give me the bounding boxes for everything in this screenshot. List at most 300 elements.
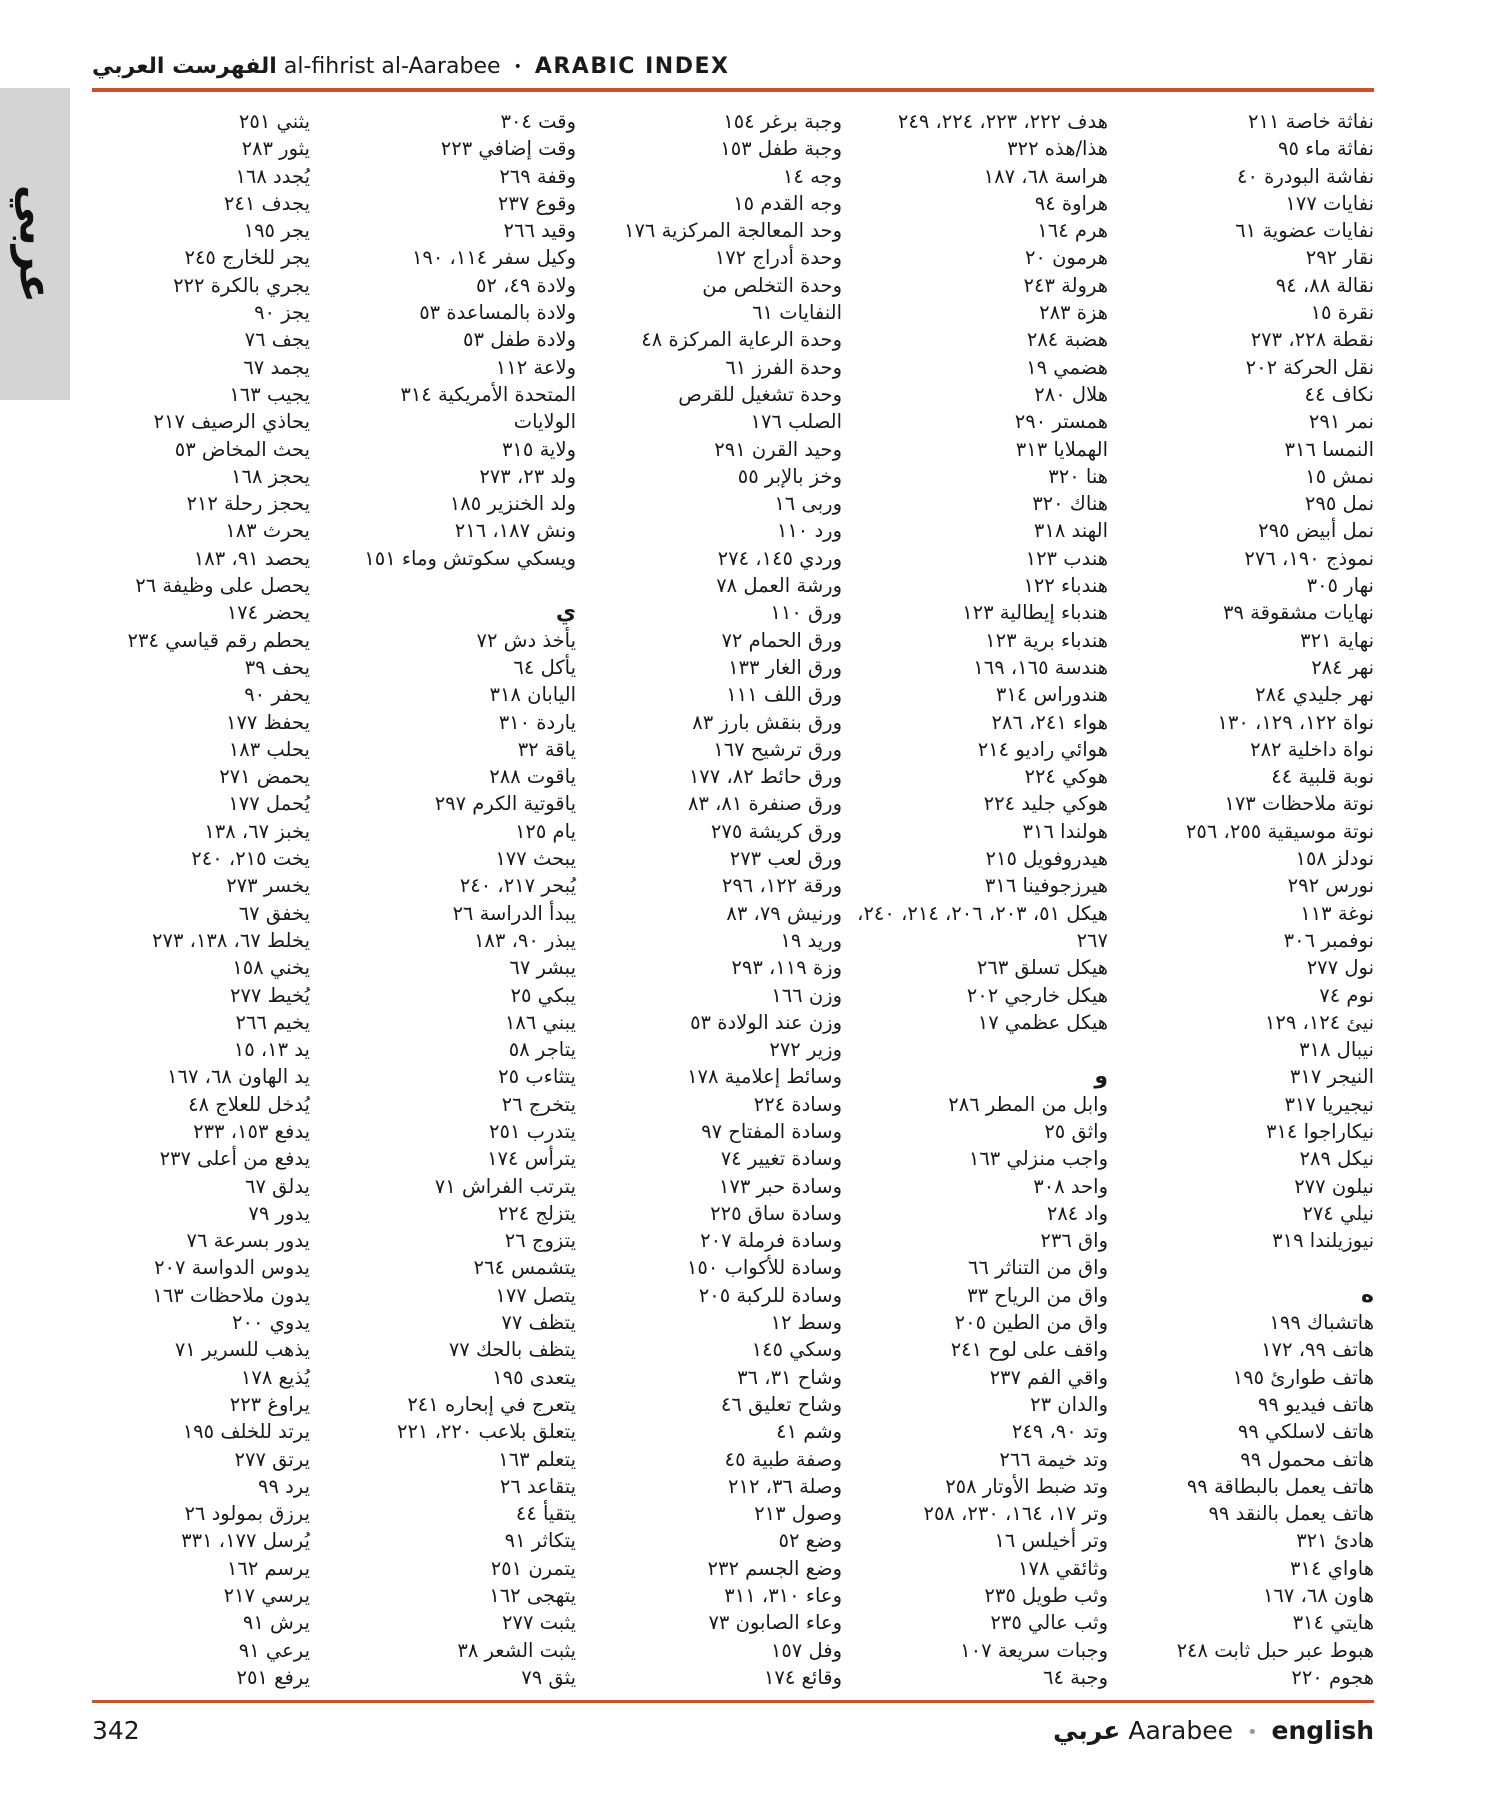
index-entry: وضع ٥٢ [778,1529,842,1553]
footer-language-label [1053,1716,1374,1745]
index-entry: وقفة ٢٦٩ [499,164,576,188]
section-spacer [863,1036,1108,1063]
section-spacer [1129,1254,1374,1281]
index-entry: يدون ملاحظات ١٦٣ [152,1283,310,1307]
index-entry: هضبة ٢٨٤ [1026,328,1108,352]
index-entry: وربى ١٦ [774,492,842,516]
index-entry: نفاثة خاصة ٢١١ [1248,110,1374,133]
side-tab-label: عربي [9,184,61,304]
index-entry: يتصل ١٧٧ [495,1283,576,1307]
index-entry: الصلب ١٧٦ [750,410,842,434]
index-entry: يخت ٢١٥، ٢٤٠ [191,847,310,871]
index-entry: نيلي ٢٧٤ [1302,1201,1374,1225]
header-arabic-title: الفهرست العربي [92,54,277,79]
index-entry: يتزلج ٢٢٤ [497,1201,576,1225]
index-entry: يثق ٧٩ [521,1665,576,1689]
index-entry: يتعلم ١٦٣ [498,1447,576,1471]
index-entry: وحدة تشغيل للقرص [678,382,842,406]
index-entry: وقت ٣٠٤ [500,110,576,133]
index-entry: وجبات سريعة ١٠٧ [960,1638,1108,1662]
index-entry: واق من الطين ٢٠٥ [954,1311,1108,1335]
index-entry: يحمض ٢٧١ [219,765,310,789]
index-entry: وضع الجسم ٢٣٢ [707,1556,842,1580]
index-entry: وكيل سفر ١١٤، ١٩٠ [411,246,576,270]
index-entry: وجه القدم ١٥ [733,191,842,215]
index-entry: يتشمس ٢٦٤ [473,1256,576,1280]
page-header [92,54,1374,84]
index-entry: هاتشباك ١٩٩ [1269,1311,1374,1335]
index-entry: يدور بسرعة ٧٦ [186,1229,310,1253]
index-entry: وجبة ٦٤ [1043,1665,1108,1689]
index-entry: نقالة ٨٨، ٩٤ [1275,273,1374,297]
index-entry: يدلق ٦٧ [244,1174,310,1198]
index-entry: هلال ٢٨٠ [1034,382,1108,406]
index-entry: يدفع من أعلى ٢٣٧ [159,1147,310,1171]
index-entry: هاتف لاسلكي ٩٩ [1237,1420,1374,1444]
index-entry: وقيد ٢٦٦ [503,219,576,243]
index-entry: وسائط إعلامية ١٧٨ [687,1065,842,1089]
index-entry: وسادة ساق ٢٢٥ [710,1201,842,1225]
index-entry: يبذر ٩٠، ١٨٣ [473,928,576,952]
index-entry: يحفظ ١٧٧ [225,710,310,734]
index-entry: النمسا ٣١٦ [1284,437,1374,461]
index-entry: هدف ٢٢٢، ٢٢٣، ٢٢٤، ٢٤٩ [897,110,1108,133]
index-entry: ورنيش ٧٩، ٨٣ [726,901,842,925]
index-entry: هندسة ١٦٥، ١٦٩ [973,655,1108,679]
index-entry: وسادة فرملة ٢٠٧ [700,1229,842,1253]
index-entry: يخني ١٥٨ [232,956,310,980]
index-entry: وزير ٢٧٢ [769,1038,842,1062]
index-column-3 [597,108,842,1691]
index-entry: هوكي جليد ٢٢٤ [983,792,1108,816]
index-entry: يأخذ دش ٧٢ [476,628,576,652]
index-entry: يرعي ٩١ [238,1638,310,1662]
index-entry: ياقوت ٢٨٨ [489,765,576,789]
index-entry: نمل ٢٩٥ [1304,492,1374,516]
index-entry: وشاح تعليق ٤٦ [720,1392,842,1416]
index-entry: يتعدى ١٩٥ [492,1365,576,1389]
index-entry: نواة داخلية ٢٨٢ [1250,737,1374,761]
index-entry: وقوع ٢٣٧ [497,191,576,215]
index-entry: ياقوتية الكرم ٢٩٧ [434,792,576,816]
index-entry: يبكي ٢٥ [510,983,576,1007]
index-entry: وتد ٩٠، ٢٤٩ [1011,1420,1108,1444]
index-entry: هادئ ٣٢١ [1296,1529,1374,1553]
index-entry: ورق الحمام ٧٢ [721,628,842,652]
index-entry: نمر ٢٩١ [1308,410,1374,434]
index-entry: يرش ٩١ [242,1611,310,1635]
footer-separator: • [1246,1721,1258,1743]
index-entry: يحلب ١٨٣ [228,737,310,761]
index-entry: يُرسل ١٧٧، ٣٣١ [181,1529,310,1553]
index-entry: وابل من المطر ٢٨٦ [948,1092,1108,1116]
index-entry: نهاية ٣٢١ [1300,628,1374,652]
page-number: 342 [92,1716,140,1745]
index-entry: نقل الحركة ٢٠٢ [1245,355,1374,379]
index-entry: نيلون ٢٧٧ [1294,1174,1374,1198]
index-entry: واثق ٢٥ [1044,1119,1108,1143]
index-entry: وصفة طبية ٤٥ [724,1447,842,1471]
index-entry: هزة ٢٨٣ [1039,301,1108,325]
index-entry: يجمد ٦٧ [243,355,310,379]
header-transliteration: al-fihrist al-Aarabee [283,54,501,79]
index-entry: نول ٢٧٧ [1306,956,1374,980]
index-entry: وزة ١١٩، ٢٩٣ [731,956,842,980]
footer-arabic: عربي [1053,1716,1121,1745]
index-entry: هاتف ٩٩، ١٧٢ [1261,1338,1374,1362]
index-entry: يتهجى ١٦٢ [489,1584,576,1608]
index-entry: نهار ٣٠٥ [1306,574,1374,598]
index-entry: نيئ ١٢٤، ١٢٩ [1264,1010,1374,1034]
index-entry: وسادة للأكواب ١٥٠ [686,1256,842,1280]
index-entry: يرتد للخلف ١٩٥ [182,1420,310,1444]
index-entry: يحصل على وظيفة ٢٦ [135,574,310,598]
index-entry: يجف ٧٦ [244,328,310,352]
index-entry: يرزق بمولود ٢٦ [184,1502,310,1526]
section-letter-heading: و [1094,1064,1108,1090]
index-entry: يام ١٢٥ [514,819,576,843]
index-entry: نوم ٧٤ [1319,983,1374,1007]
index-entry: نوفمبر ٣٠٦ [1283,928,1374,952]
index-entry: ولادة ٤٩، ٥٢ [475,273,576,297]
index-entry: نفايات ١٧٧ [1285,191,1374,215]
index-entry: يتزوج ٢٦ [504,1229,576,1253]
index-entry: يثبت ٢٧٧ [502,1611,576,1635]
index-column-1 [1129,108,1374,1691]
index-entry: يترتب الفراش ٧١ [434,1174,576,1198]
index-entry: الهند ٣١٨ [1033,519,1108,543]
index-entry: نيجيريا ٣١٧ [1284,1092,1374,1116]
index-entry: يحضر ١٧٤ [226,601,310,625]
index-entry: وثب عالي ٢٣٥ [990,1611,1108,1635]
index-entry: وسادة تغيير ٧٤ [720,1147,842,1171]
index-entry: الهملايا ٣١٣ [1015,437,1108,461]
index-entry: نيوزيلندا ٣١٩ [1272,1229,1374,1253]
header-rule [92,88,1374,92]
index-entry: واقف على لوح ٢٤١ [950,1338,1108,1362]
index-entry: يد الهاون ٦٨، ١٦٧ [167,1065,310,1089]
index-entry: يحف ٣٩ [244,655,310,679]
index-entry: وتر ١٧، ١٦٤، ٢٣٠، ٢٥٨ [923,1502,1108,1526]
index-entry: يحرث ١٨٣ [225,519,310,543]
index-entry: يتمرن ٢٥١ [490,1556,576,1580]
index-entry: ولادة بالمساعدة ٥٣ [419,301,576,325]
index-column-2 [857,108,1108,1691]
index-entry: هندوراس ٣١٤ [995,683,1108,707]
index-entry: ورشة العمل ٧٨ [716,574,842,598]
index-entry: والدان ٢٣ [1030,1392,1108,1416]
index-entry: يتاجر ٥٨ [508,1038,576,1062]
index-entry: هيكل عظمي ١٧ [977,1010,1108,1034]
index-entry: يترأس ١٧٤ [487,1147,576,1171]
header-separator: • [513,59,522,75]
index-entry: نوبة قلبية ٤٤ [1271,765,1374,789]
index-entry: يذهب للسرير ٧١ [174,1338,310,1362]
index-entry: هايتي ٣١٤ [1292,1611,1374,1635]
index-entry: يحطم رقم قياسي ٢٣٤ [127,628,310,652]
index-entry: واحد ٣٠٨ [1033,1174,1108,1198]
index-entry: وتد ضبط الأوتار ٢٥٨ [945,1474,1108,1498]
index-entry: وثائقي ١٧٨ [1018,1556,1108,1580]
index-entry: هراوة ٩٤ [1034,191,1108,215]
index-entry: واد ٢٨٤ [1046,1201,1108,1225]
index-entry: ورق صنفرة ٨١، ٨٣ [687,792,842,816]
index-entry: نهر ٢٨٤ [1311,655,1374,679]
index-entry: يخبز ٦٧، ١٣٨ [204,819,310,843]
index-entry: وتد خيمة ٢٦٦ [999,1447,1108,1471]
header-english-title: ARABIC INDEX [534,54,730,79]
index-entry: ياردة ٣١٠ [498,710,576,734]
index-entry: يخسر ٢٧٣ [226,874,310,898]
index-entry: وشم ٤١ [776,1420,842,1444]
index-entry: هندباء إيطالية ١٢٣ [962,601,1108,625]
index-entry: واجب منزلي ١٦٣ [968,1147,1108,1171]
index-entry: النيجر ٣١٧ [1289,1065,1374,1089]
index-entry: يتقاعد ٢٦ [499,1474,576,1498]
footer-english: english [1271,1716,1374,1745]
index-entry: يثور ٢٨٣ [241,137,310,161]
index-entry: اليابان ٣١٨ [489,683,576,707]
index-entry: وسكي ١٤٥ [751,1338,842,1362]
index-entry: هرولة ٢٤٣ [1023,273,1108,297]
index-entry: هيرزجوفينا ٣١٦ [984,874,1108,898]
index-entry: ٢٦٧ [1076,928,1108,952]
side-tab [0,88,70,400]
index-entry: يأكل ٦٤ [513,655,576,679]
index-entry: وزن عند الولادة ٥٣ [690,1010,842,1034]
index-entry: وصلة ٣٦، ٢١٢ [728,1474,842,1498]
index-entry: وردي ١٤٥، ٢٧٤ [717,546,842,570]
index-column-4 [331,108,576,1691]
index-entry: ياقة ٣٢ [517,737,576,761]
index-entry: يخفق ٦٧ [238,901,310,925]
index-entry: وقائع ١٧٤ [763,1665,842,1689]
index-entry: وخز بالإبر ٥٥ [737,464,842,488]
index-entry: يتعرج في إبحاره ٢٤١ [407,1392,576,1416]
index-entry: نفاثة ماء ٩٥ [1277,137,1374,161]
index-entry: هاواي ٣١٤ [1290,1556,1374,1580]
index-entry: نوغة ١١٣ [1300,901,1374,925]
index-entry: هاون ٦٨، ١٦٧ [1262,1584,1374,1608]
index-entry: هبوط عبر حبل ثابت ٢٤٨ [1176,1638,1374,1662]
index-entry: يتخرج ٢٦ [501,1092,576,1116]
index-entry: ورقة ١٢٢، ٢٩٦ [721,874,842,898]
index-entry: يخلط ٦٧، ١٣٨، ٢٧٣ [152,928,310,952]
index-entry: يتثاءب ٢٥ [498,1065,576,1089]
index-entry: يُجدد ١٦٨ [235,164,310,188]
index-entry: هاتف محمول ٩٩ [1240,1447,1374,1471]
index-entry: ورق الغار ١٣٣ [728,655,842,679]
index-entry: نورس ٢٩٢ [1287,874,1374,898]
index-entry: هيدروفويل ٢١٥ [985,847,1108,871]
index-entry: نيكل ٢٨٩ [1299,1147,1374,1171]
index-entry: واق من الرياح ٣٣ [967,1283,1108,1307]
index-entry: نهايات مشقوقة ٣٩ [1223,601,1374,625]
index-entry: وسط ١٢ [770,1311,842,1335]
section-letter-heading: ي [555,600,576,626]
index-entry: نقرة ١٥ [1310,301,1374,325]
index-entry: نمل أبيض ٢٩٥ [1258,519,1374,543]
index-entry: يحاذي الرصيف ٢١٧ [153,410,310,434]
index-entry: يدوس الدواسة ٢٠٧ [154,1256,310,1280]
index-entry: يرد ٩٩ [257,1474,310,1498]
index-entry: ورق ترشيح ١٦٧ [713,737,842,761]
index-entry: يجيب ١٦٣ [229,382,310,406]
index-entry: هوائي راديو ٢١٤ [977,737,1108,761]
index-entry: هندباء برية ١٢٣ [985,628,1108,652]
index-entry: يخيم ٢٦٦ [235,1010,310,1034]
index-entry: يُخيط ٢٧٧ [229,983,310,1007]
index-entry: ورق ١١٠ [770,601,842,625]
index-entry: وتر أخيلس ١٦ [994,1529,1108,1553]
index-entry: يتظف ٧٧ [501,1311,576,1335]
index-entry: هيكل ٥١، ٢٠٣، ٢٠٦، ٢١٤، ٢٤٠، [857,901,1108,925]
index-entry: ورق بنقش بارز ٨٣ [692,710,842,734]
index-entry: يُدخل للعلاج ٤٨ [188,1092,310,1116]
index-entry: يتعلق بلاعب ٢٢٠، ٢٢١ [396,1420,576,1444]
index-entry: نهر جليدي ٢٨٤ [1255,683,1374,707]
index-entry: وعاء الصابون ٧٣ [708,1611,842,1635]
index-entry: وريد ١٩ [780,928,842,952]
index-entry: هيكل تسلق ٢٦٣ [976,956,1108,980]
index-entry: وسادة ٢٢٤ [753,1092,842,1116]
index-entry: هوكي ٢٢٤ [1024,765,1108,789]
index-entry: نفايات عضوية ٦١ [1235,219,1374,243]
footer-transliteration: Aarabee [1128,1716,1233,1745]
index-entry: ولد ٢٣، ٢٧٣ [479,464,576,488]
index-entry: هرم ١٦٤ [1037,219,1108,243]
index-entry: يُبحر ٢١٧، ٢٤٠ [459,874,576,898]
index-entry: هراسة ٦٨، ١٨٧ [983,164,1108,188]
index-entry: يدفع ١٥٣، ٢٣٣ [193,1119,310,1143]
index-columns [92,108,1374,1688]
index-entry: يجز ٩٠ [254,301,310,325]
index-entry: نوتة ملاحظات ١٧٣ [1224,792,1374,816]
index-entry: يجر للخارج ٢٤٥ [184,246,310,270]
index-entry: هجوم ٢٢٠ [1291,1665,1374,1689]
index-entry: يجري بالكرة ٢٢٢ [173,273,310,297]
index-column-5 [92,108,310,1691]
index-entry: يجر ١٩٥ [243,219,310,243]
index-entry: ويسكي سكوتش وماء ١٥١ [364,546,576,570]
index-entry: هرمون ٢٠ [1024,246,1108,270]
index-entry: هيكل خارجي ٢٠٢ [966,983,1108,1007]
index-entry: يتظف بالحك ٧٧ [448,1338,576,1362]
index-entry: نفاشة البودرة ٤٠ [1236,164,1374,188]
index-entry: المتحدة الأمريكية ٣١٤ [400,382,576,406]
index-entry: يحجز ١٦٨ [231,464,310,488]
index-entry: ونش ١٨٧، ٢١٦ [454,519,576,543]
index-entry: هندب ١٢٣ [1025,546,1108,570]
index-entry: وجبة طفل ١٥٣ [720,137,842,161]
index-entry: نيبال ٣١٨ [1299,1038,1374,1062]
index-entry: يثني ٢٥١ [238,110,310,133]
index-entry: يدور ٧٩ [248,1201,310,1225]
index-entry: يثبت الشعر ٣٨ [457,1638,576,1662]
index-entry: هناك ٣٢٠ [1032,492,1108,516]
index-entry: يرسي ٢١٧ [223,1584,310,1608]
section-spacer [331,572,576,599]
index-entry: وحدة الفرز ٦١ [725,355,842,379]
index-entry: وزن ١٦٦ [771,983,842,1007]
index-entry: يرتق ٢٧٧ [234,1447,310,1471]
index-entry: وصول ٢١٣ [754,1502,842,1526]
index-entry: يحصد ٩١، ١٨٣ [193,546,310,570]
index-entry: نكاف ٤٤ [1304,382,1374,406]
index-entry: يحجز رحلة ٢١٢ [186,492,310,516]
index-entry: يجدف ٢٤١ [223,191,310,215]
index-entry: هاتف فيديو ٩٩ [1257,1392,1374,1416]
index-entry: ورق حائط ٨٢، ١٧٧ [688,765,842,789]
index-entry: ورد ١١٠ [776,519,842,543]
index-entry: يحث المخاض ٥٣ [174,437,310,461]
index-entry: وقت إضافي ٢٢٣ [440,137,576,161]
index-entry: ورق لعب ٢٧٣ [729,847,842,871]
section-letter-heading: ه [1361,1282,1374,1308]
index-entry: وشاح ٣١، ٣٦ [737,1365,842,1389]
index-entry: نموذج ١٩٠، ٢٧٦ [1244,546,1374,570]
index-entry: وحدة الرعاية المركزة ٤٨ [641,328,842,352]
index-entry: يرفع ٢٥١ [236,1665,310,1689]
index-entry: هضمي ١٩ [1026,355,1108,379]
index-entry: واق من التناثر ٦٦ [967,1256,1108,1280]
index-entry: نمش ١٥ [1305,464,1374,488]
index-entry: هنا ٣٢٠ [1048,464,1108,488]
index-entry: يتقيأ ٤٤ [515,1502,576,1526]
index-entry: يدوي ٢٠٠ [232,1311,310,1335]
index-entry: يبدأ الدراسة ٢٦ [452,901,576,925]
index-entry: يتكاثر ٩١ [504,1529,576,1553]
index-entry: واقي الفم ٢٣٧ [989,1365,1108,1389]
index-entry: هولندا ٣١٦ [1022,819,1108,843]
index-entry: يبني ١٨٦ [504,1010,576,1034]
index-entry: وفل ١٥٧ [770,1638,842,1662]
index-entry: ولادة طفل ٥٣ [463,328,576,352]
index-entry: وحد المعالجة المركزية ١٧٦ [623,219,842,243]
index-entry: ورق اللف ١١١ [726,683,842,707]
index-entry: يد ١٣، ١٥ [233,1038,310,1062]
index-entry: وحدة أدراج ١٧٢ [714,246,842,270]
index-entry: وثب طويل ٢٣٥ [984,1584,1108,1608]
index-entry: وعاء ٣١٠، ٣١١ [724,1584,842,1608]
index-entry: نيكاراجوا ٣١٤ [1265,1119,1374,1143]
index-entry: وحيد القرن ٢٩١ [714,437,842,461]
index-entry: نقطة ٢٢٨، ٢٧٣ [1250,328,1374,352]
index-entry: يحفر ٩٠ [244,683,310,707]
index-entry: نودلز ١٥٨ [1295,847,1374,871]
index-entry: وجبة برغر ١٥٤ [723,110,842,133]
index-entry: ولاية ٣١٥ [501,437,576,461]
index-entry: نواة ١٢٢، ١٢٩، ١٣٠ [1217,710,1374,734]
index-entry: يبحث ١٧٧ [495,847,576,871]
index-entry: يراوغ ٢٢٣ [229,1392,310,1416]
index-entry: نقار ٢٩٢ [1305,246,1374,270]
index-entry: نوتة موسيقية ٢٥٥، ٢٥٦ [1185,819,1374,843]
index-entry: ورق كريشة ٢٧٥ [710,819,842,843]
index-entry: وحدة التخلص من [702,273,842,297]
index-entry: هندباء ١٢٢ [1023,574,1108,598]
index-entry: يبشر ٦٧ [509,956,576,980]
index-entry: هاتف يعمل بالبطاقة ٩٩ [1186,1474,1374,1498]
index-entry: وجه ١٤ [782,164,842,188]
index-entry: يُذيع ١٧٨ [240,1365,310,1389]
index-entry: هاتف يعمل بالنقد ٩٩ [1208,1502,1374,1526]
index-entry: يُحمل ١٧٧ [228,792,310,816]
index-entry: واق ٢٣٦ [1040,1229,1108,1253]
index-entry: هواء ٢٤١، ٢٨٦ [991,710,1108,734]
index-entry: وسادة المفتاح ٩٧ [701,1119,842,1143]
index-entry: ولد الخنزير ١٨٥ [449,492,576,516]
